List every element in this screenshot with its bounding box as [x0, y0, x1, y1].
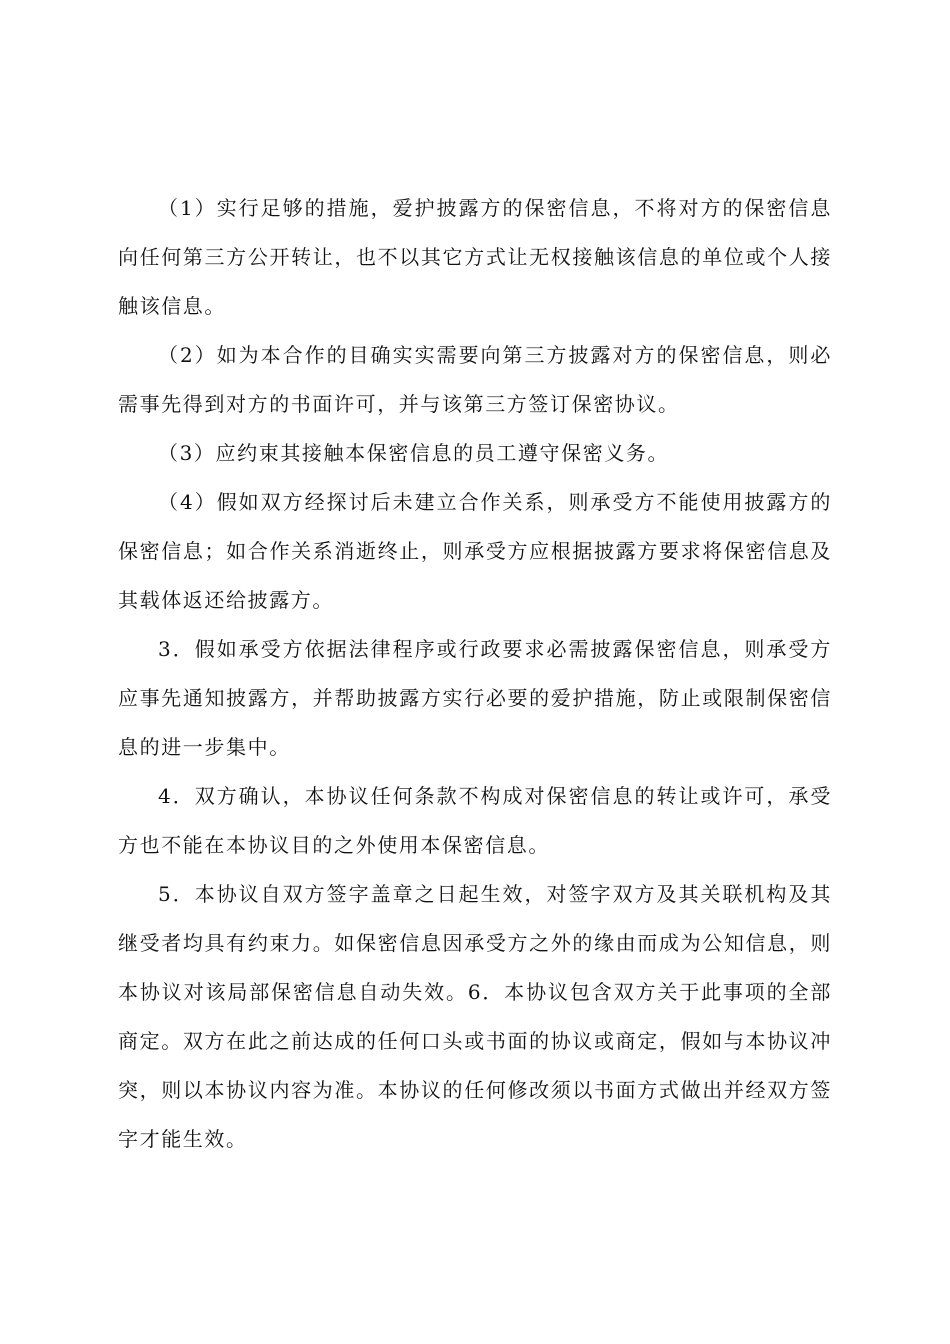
paragraph-clause-4: （4）假如双方经探讨后未建立合作关系，则承受方不能使用披露方的保密信息；如合作关系消逝终止，则承受方应根据披露方要求将保密信息及其载体返还给披露方。 [118, 490, 832, 612]
paragraph-clause-1: （1）实行足够的措施，爱护披露方的保密信息，不将对方的保密信息向任何第三方公开转让，也不以其它方式让无权接触该信息的单位或个人接触该信息。 [118, 196, 832, 318]
document-body [118, 184, 832, 1164]
paragraph-article-5-6: 5．本协议自双方签字盖章之日起生效，对签字双方及其关联机构及其继受者均具有约束力。如保密信息因承受方之外的缘由而成为公知信息，则本协议对该局部保密信息自动失效。6．本协议包含双方关于此事项的全部商定。双方在此之前达成的任何口头或书面的协议或商定，假如与本协议冲突，则以本协议内容为准。本协议的任何修改须以书面方式做出并经双方签字才能生效。 [118, 882, 832, 1151]
paragraph-article-3: 3．假如承受方依据法律程序或行政要求必需披露保密信息，则承受方应事先通知披露方，并帮助披露方实行必要的爱护措施，防止或限制保密信息的进一步集中。 [118, 637, 832, 759]
paragraph-clause-3: （3）应约束其接触本保密信息的员工遵守保密义务。 [158, 441, 670, 465]
paragraph-article-4: 4．双方确认，本协议任何条款不构成对保密信息的转让或许可，承受方也不能在本协议目的之外使用本保密信息。 [118, 784, 832, 857]
paragraph-clause-2: （2）如为本合作的目确实实需要向第三方披露对方的保密信息，则必需事先得到对方的书面许可，并与该第三方签订保密协议。 [118, 343, 832, 416]
